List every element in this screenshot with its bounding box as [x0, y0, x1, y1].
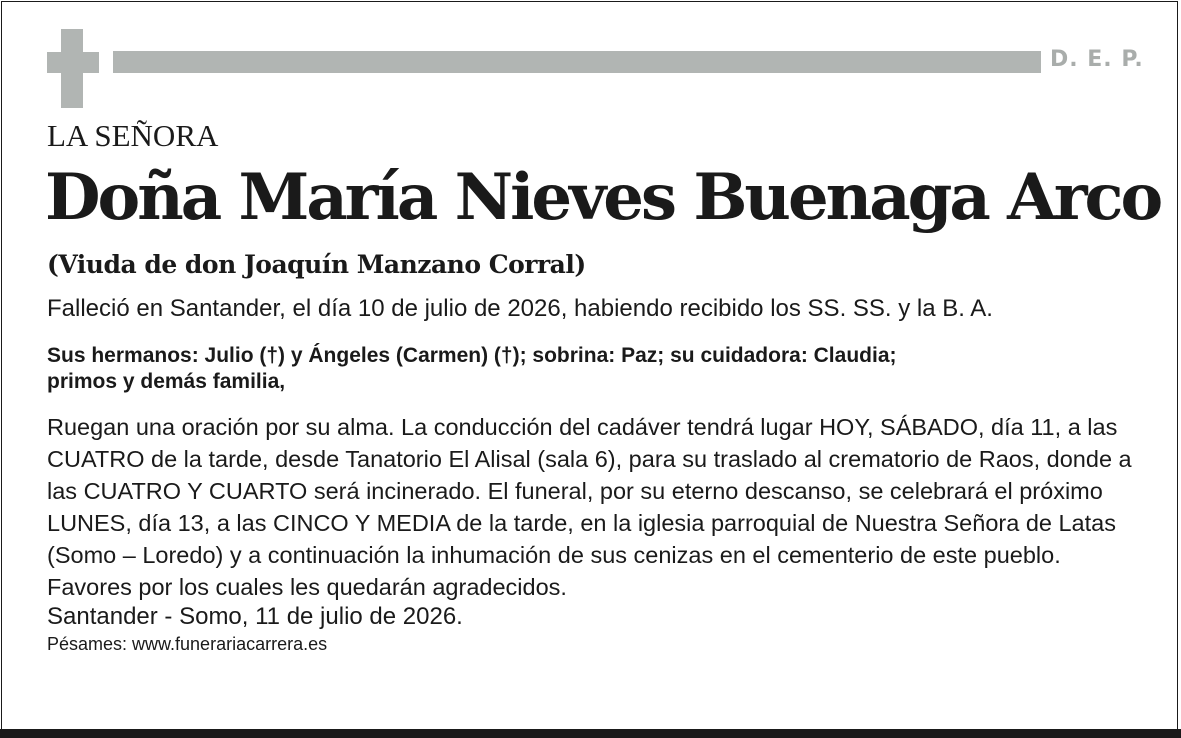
header-rule — [113, 51, 1041, 73]
death-notice: Falleció en Santander, el día 10 de julio de 2026, habiendo recibido los SS. SS. y la B. A. — [47, 295, 993, 322]
pretitle: LA SEÑORA — [47, 118, 219, 153]
family-line-2: primos y demás familia, — [47, 370, 286, 393]
bottom-border — [0, 729, 1181, 738]
condolences-link: Pésames: www.funerariacarrera.es — [47, 634, 328, 654]
dep-label: D. E. P. — [1050, 47, 1144, 72]
place-date: Santander - Somo, 11 de julio de 2026. — [47, 603, 463, 630]
deceased-name: Doña María Nieves Buenaga Arco — [45, 160, 1161, 235]
widow-of: (Viuda de don Joaquín Manzano Corral) — [47, 250, 586, 279]
family-line-1: Sus hermanos: Julio (†) y Ángeles (Carmen) (†); sobrina: Paz; su cuidadora: Claudia; — [47, 344, 897, 367]
family-list — [47, 343, 1137, 395]
funeral-announcement: Ruegan una oración por su alma. La conducción del cadáver tendrá lugar HOY, SÁBADO, día 11, a las CUATRO de la tarde, desde Tanatorio El Alisal (sala 6), para su traslado al crematorio de Raos, donde a las CUATRO Y CUARTO será incinerado. El funeral, por su eterno descanso, se celebrará el próximo LUNES, día 13, a las CINCO Y MEDIA de la tarde, en la iglesia parroquial de Nuestra Señora de Latas (Somo – Loredo) y a continuación la inhumación de sus cenizas en el cementerio de este pueblo. Favores por los cuales les quedarán agradecidos. — [47, 414, 1132, 600]
cross-icon — [47, 29, 99, 108]
